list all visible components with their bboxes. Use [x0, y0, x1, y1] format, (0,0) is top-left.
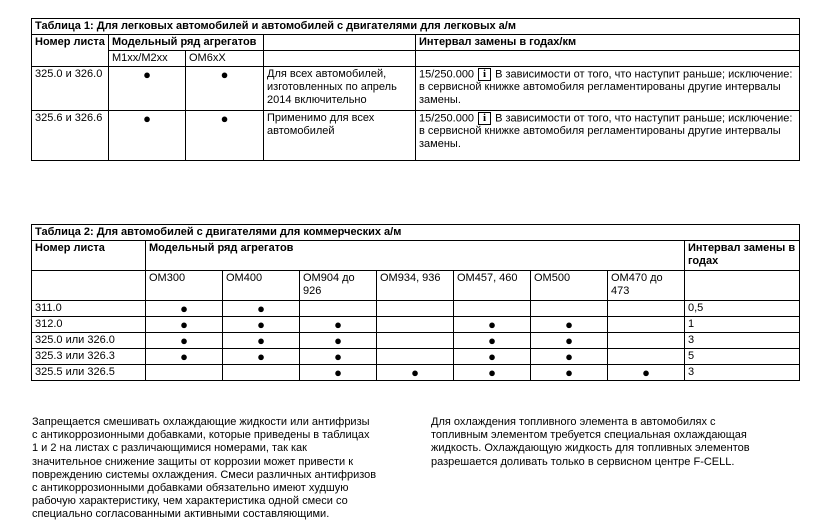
- table-2-row-dot: ●: [377, 365, 454, 381]
- table-2-model: OM457, 460: [454, 271, 531, 301]
- interval-value: 15/250.000: [419, 112, 475, 125]
- table-2-model: OM934, 936: [377, 271, 454, 301]
- table-2-row-dot: ●: [531, 333, 608, 349]
- table-2-row-dot: [377, 349, 454, 365]
- table-2-model: OM400: [223, 271, 300, 301]
- table-2-model: OM500: [531, 271, 608, 301]
- table-row: [32, 333, 800, 349]
- table-1-row-interval: [416, 67, 800, 111]
- table-2-row-dot: ●: [300, 365, 377, 381]
- table-1-row-sheet: 325.0 и 326.0: [32, 67, 109, 111]
- table-2-row-dot: ●: [454, 365, 531, 381]
- table-2-model-empty: [685, 271, 800, 301]
- table-2-row-sheet: 311.0: [32, 301, 146, 317]
- table-2-row-dot: ●: [146, 317, 223, 333]
- table-2-caption: Таблица 2: Для автомобилей с двигателями для коммерческих а/м: [32, 225, 800, 241]
- table-2-model: OM470 до 473: [608, 271, 685, 301]
- table-1-row-interval: [416, 111, 800, 161]
- table-2-header-sheet: Номер листа: [32, 241, 146, 271]
- table-1-header-model-range: Модельный ряд агрегатов: [109, 35, 264, 51]
- interval-text: В зависимости от того, что наступит раньше; исключение: в сервисной книжке автомобиля регламентированы другие интервалы замены.: [419, 112, 793, 151]
- table-1-row-dot: ●: [186, 111, 264, 161]
- info-icon: i: [478, 68, 491, 81]
- table-2-row-dot: [146, 365, 223, 381]
- table-2-row-dot: ●: [223, 301, 300, 317]
- table-2: [31, 224, 800, 381]
- table-1-header-m1xx: M1xx/M2xx: [109, 51, 186, 67]
- table-2-row-dot: ●: [146, 301, 223, 317]
- table-2-row-dot: [377, 333, 454, 349]
- table-row: [32, 301, 800, 317]
- table-2-row-dot: ●: [531, 349, 608, 365]
- table-2-row-dot: [608, 317, 685, 333]
- table-2-row-dot: [377, 317, 454, 333]
- table-2-row-interval: 0,5: [685, 301, 800, 317]
- table-2-model: OM904 до 926: [300, 271, 377, 301]
- table-2-row-interval: 1: [685, 317, 800, 333]
- table-2-row-dot: [454, 301, 531, 317]
- table-2-row-dot: [300, 301, 377, 317]
- table-2-row-dot: ●: [531, 317, 608, 333]
- paragraph-line: 1 и 2 на листах с различающимися номерами, так как: [32, 442, 307, 455]
- table-2-row-dot: [377, 301, 454, 317]
- table-2-row-dot: [608, 333, 685, 349]
- table-2-row-interval: 3: [685, 333, 800, 349]
- table-2-row-dot: [608, 301, 685, 317]
- table-2-row-dot: [531, 301, 608, 317]
- table-2-header-interval: Интервал замены в годах: [685, 241, 800, 271]
- table-row: [32, 365, 800, 381]
- table-1-row-desc: Для всех автомобилей, изготовленных по апрель 2014 включительно: [264, 67, 416, 111]
- table-1-header-desc: [264, 35, 416, 51]
- paragraph-line: Для охлаждения топливного элемента в автомобилях с: [431, 416, 716, 428]
- table-2-row-dot: ●: [300, 333, 377, 349]
- paragraph-line: с антикоррозионными добавками обязательно имеют худшую: [32, 482, 349, 495]
- table-2-row-sheet: 312.0: [32, 317, 146, 333]
- table-1-header-interval: Интервал замены в годах/км: [416, 35, 800, 51]
- info-icon: i: [478, 112, 491, 125]
- paragraph-line: с антикоррозионными добавками, которые приведены в таблицах: [32, 429, 370, 442]
- table-2-row-dot: ●: [531, 365, 608, 381]
- paragraph-line: значительное снижение защиты от коррозии может привести к: [32, 455, 354, 468]
- table-1-header-empty2: [416, 51, 800, 67]
- table-2-row-sheet: 325.0 или 326.0: [32, 333, 146, 349]
- paragraph-line: рабочую характеристику, чем характеристика одной смеси со: [32, 495, 348, 508]
- table-2-row-dot: [223, 365, 300, 381]
- table-1-row-desc: Применимо для всех автомобилей: [264, 111, 416, 161]
- table-1-row-sheet: 325.6 и 326.6: [32, 111, 109, 161]
- paragraph-line: топливным элементом требуется специальная охлаждающая: [431, 429, 747, 442]
- table-2-row-dot: ●: [146, 349, 223, 365]
- table-2-row-sheet: 325.5 или 326.5: [32, 365, 146, 381]
- table-row: [32, 317, 800, 333]
- table-2-row-dot: ●: [146, 333, 223, 349]
- warning-paragraph: [32, 416, 412, 522]
- table-2-row-dot: ●: [454, 317, 531, 333]
- table-2-row-dot: ●: [454, 333, 531, 349]
- table-2-row-interval: 5: [685, 349, 800, 365]
- table-1-header-sheet: Номер листа: [32, 35, 109, 67]
- table-2-model: OM300: [146, 271, 223, 301]
- table-1-row-dot: ●: [109, 111, 186, 161]
- paragraph-line: разрешается доливать только в сервисном центре F-CELL.: [431, 455, 735, 468]
- table-2-row-dot: ●: [300, 317, 377, 333]
- paragraph-line: специально согласованными активными составляющими.: [32, 508, 330, 521]
- table-2-row-dot: ●: [608, 365, 685, 381]
- paragraph-line: повреждению системы охлаждения. Смеси различных антифризов: [32, 468, 377, 481]
- table-row: [32, 349, 800, 365]
- table-2-row-dot: ●: [454, 349, 531, 365]
- table-2-row-sheet: 325.3 или 326.3: [32, 349, 146, 365]
- table-1-row-dot: ●: [186, 67, 264, 111]
- table-2-row-interval: 3: [685, 365, 800, 381]
- interval-value: 15/250.000: [419, 68, 475, 81]
- table-2-row-dot: ●: [223, 349, 300, 365]
- interval-text: В зависимости от того, что наступит раньше; исключение: в сервисной книжке автомобиля регламентированы другие интервалы замены.: [419, 68, 793, 107]
- table-2-row-dot: ●: [300, 349, 377, 365]
- table-2-row-dot: ●: [223, 333, 300, 349]
- table-1: [31, 18, 800, 161]
- fuel-cell-paragraph: [431, 416, 801, 469]
- table-2-header-model-range: Модельный ряд агрегатов: [146, 241, 685, 271]
- table-2-row-dot: [608, 349, 685, 365]
- table-1-header-empty: [264, 51, 416, 67]
- table-2-model-empty: [32, 271, 146, 301]
- paragraph-line: Запрещается смешивать охлаждающие жидкости или антифризы: [32, 416, 370, 428]
- table-2-row-dot: ●: [223, 317, 300, 333]
- table-1-row-dot: ●: [109, 67, 186, 111]
- table-1-header-om6xx: OM6xX: [186, 51, 264, 67]
- paragraph-line: жидкость. Охлаждающую жидкость для топливных элементов: [431, 442, 750, 455]
- table-1-caption: Таблица 1: Для легковых автомобилей и автомобилей с двигателями для легковых а/м: [32, 19, 800, 35]
